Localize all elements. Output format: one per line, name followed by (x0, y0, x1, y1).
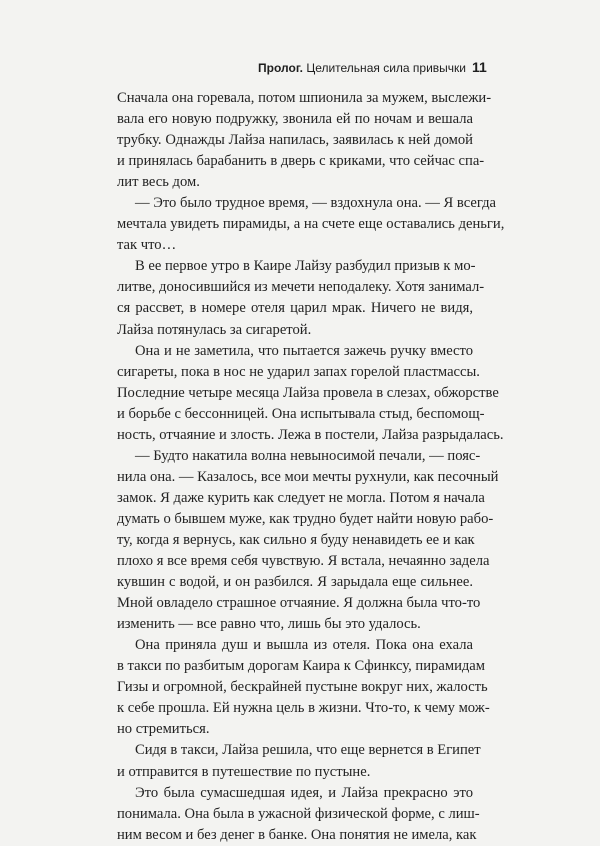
text-line: и отправится в путешествие по пустыне. (117, 763, 371, 780)
text-line: вала его новую подружку, звонила ей по ночам и вешала (117, 111, 473, 128)
text-line: думать о бывшем муже, как трудно будет найти новую рабо- (117, 510, 494, 527)
text-line: Мной овладело страшное отчаяние. Я должна была что-то (117, 595, 481, 612)
text-line: ся рассвет, в номере отеля царил мрак. Ничего не видя, (117, 300, 473, 317)
text-line: так что… (117, 237, 177, 254)
text-line: и борьбе с бессонницей. Она испытывала стыд, беспомощ- (117, 405, 485, 422)
text-line: Это была сумасшедшая идея, и Лайза прекрасно это (135, 784, 473, 801)
body-text (117, 88, 505, 846)
text-line: ность, отчаяние и злость. Лежа в постели, Лайза разрыдалась. (117, 426, 504, 443)
text-line: плохо я все время себя чувствую. Я встала, нечаянно задела (117, 553, 490, 570)
text-line: Она приняла душ и вышла из отеля. Пока она ехала (135, 637, 473, 654)
text-line: Гизы и огромной, бескрайней пустыне вокруг них, жалость (117, 679, 488, 696)
text-line: в такси по разбитым дорогам Каира к Сфинксу, пирамидам (117, 658, 486, 675)
text-line: ним весом и без денег в банке. Она понятия не имела, как (117, 826, 477, 843)
chapter-title: Целительная сила привычки (306, 61, 466, 75)
text-line: мечтала увидеть пирамиды, а на счете еще оставались деньги, (117, 216, 505, 233)
text-line: — Это было трудное время, — вздохнула она. — Я всегда (135, 195, 497, 212)
text-line: кувшин с водой, и он разбился. Я зарыдала еще сильнее. (117, 574, 473, 591)
text-line: Она и не заметила, что пытается зажечь ручку вместо (135, 342, 473, 359)
chapter-label: Пролог. (258, 61, 303, 75)
text-line: литве, доносившийся из мечети неподалеку. Хотя занимал- (117, 279, 485, 296)
page-number: 11 (472, 59, 487, 75)
text-line: понимала. Она была в ужасной физической форме, с лиш- (117, 805, 480, 822)
text-line: изменить — все равно что, лишь бы это удалось. (117, 616, 421, 633)
text-line: — Будто накатила волна невыносимой печали, — пояс- (135, 447, 481, 464)
text-line: Последние четыре месяца Лайза провела в слезах, обжорстве (117, 384, 499, 401)
text-line: к себе прошла. Ей нужна цель в жизни. Что-то, к чему мож- (117, 700, 490, 717)
text-line: лит весь дом. (117, 174, 200, 191)
text-line: В ее первое утро в Каире Лайзу разбудил призыв к мо- (135, 258, 476, 275)
text-line: но стремиться. (117, 721, 210, 738)
text-line: замок. Я даже курить как следует не могла. Потом я начала (117, 489, 485, 506)
text-line: Лайза потянулась за сигаретой. (117, 321, 312, 338)
text-line: нила она. — Казалось, все мои мечты рухнули, как песочный (117, 468, 499, 485)
text-line: ту, когда я вернусь, как сильно я буду ненавидеть ее и как (117, 531, 475, 548)
running-head (117, 58, 466, 78)
text-line: Сидя в такси, Лайза решила, что еще вернется в Египет (135, 742, 481, 759)
text-line: сигареты, пока в нос не ударил запах горелой пластмассы. (117, 363, 480, 380)
text-line: и принялась барабанить в дверь с криками, что сейчас спа- (117, 153, 485, 170)
text-line: трубку. Однажды Лайза напилась, заявилась к ней домой (117, 132, 473, 149)
text-line: Сначала она горевала, потом шпионила за мужем, выслежи- (117, 90, 492, 106)
